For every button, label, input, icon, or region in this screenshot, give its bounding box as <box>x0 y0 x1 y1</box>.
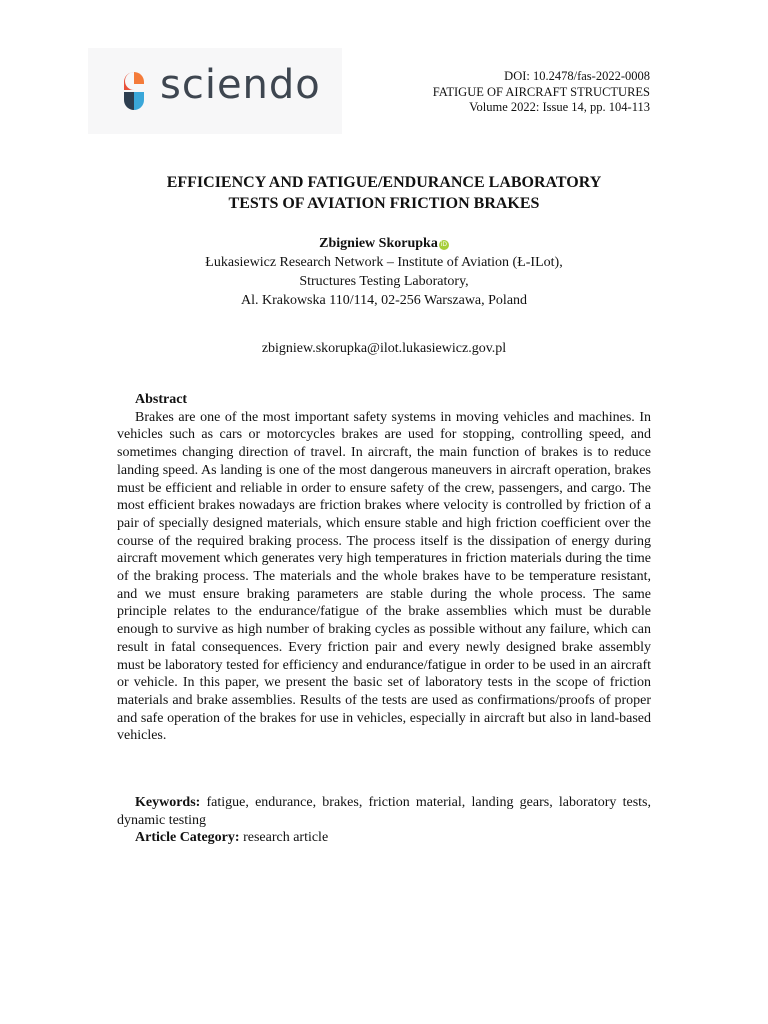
title-line-1: EFFICIENCY AND FATIGUE/ENDURANCE LABORATORY <box>166 174 602 191</box>
sciendo-logo-icon <box>118 70 150 114</box>
publication-info <box>433 69 650 116</box>
keywords-text: fatigue, endurance, brakes, friction material, landing gears, laboratory tests, dynamic testing <box>117 795 651 828</box>
sciendo-logo <box>88 48 342 134</box>
abstract-section <box>117 391 651 745</box>
volume-info: Volume 2022: Issue 14, pp. 104-113 <box>469 100 650 114</box>
keywords-section <box>117 794 651 847</box>
title-line-2: TESTS OF AVIATION FRICTION BRAKES <box>228 195 540 212</box>
affiliation-1: Łukasiewicz Research Network – Institute of Aviation (Ł-ILot), <box>205 255 563 270</box>
category-line <box>117 829 651 847</box>
category-text: research article <box>239 830 329 846</box>
logo-text: sciendo <box>160 62 321 108</box>
keywords-label: Keywords: <box>135 795 201 810</box>
category-label: Article Category: <box>135 830 240 846</box>
affiliation-2: Structures Testing Laboratory, <box>299 274 469 289</box>
doi: DOI: 10.2478/fas-2022-0008 <box>504 69 650 83</box>
author-name: Zbigniew Skorupka <box>319 236 438 251</box>
author-email[interactable]: zbigniew.skorupka@ilot.lukasiewicz.gov.pl <box>261 341 507 356</box>
author-block <box>80 234 688 310</box>
address: Al. Krakowska 110/114, 02-256 Warszawa, Poland <box>240 293 528 308</box>
abstract-heading: Abstract <box>135 392 188 407</box>
keywords-line <box>117 794 651 829</box>
paper-title <box>80 172 688 214</box>
orcid-icon[interactable]: iD <box>440 241 447 248</box>
journal-name: FATIGUE OF AIRCRAFT STRUCTURES <box>432 84 650 99</box>
author-line <box>80 234 688 253</box>
abstract-text: Brakes are one of the most important safety systems in moving vehicles and machines. In vehicles such as cars or motorcycles brakes are used for stopping, controlling speed, and sometimes changing direction of travel. In aircraft, the main function of brakes is to reduce landing speed. As landing is one of the most dangerous maneuvers in aircraft operation, brakes must be efficient and reliable in order to ensure safety of the crew, passengers, and cargo. The most efficient brakes nowadays are friction brakes where velocity is controlled by friction of a pair of specially designed materials, which ensure stable and high friction coefficient over the course of the required braking process. The process itself is the dissipation of energy during aircraft movement which generates very high temperatures in friction materials during the time of the braking process. The materials and the whole brakes have to be temperature resistant, and we must ensure braking parameters are stable during the whole process. The same principle relates to the endurance/fatigue of the brake assemblies which must be durable enough to survive as high number of braking cycles as possible without any failure, which can result in fatal consequences. Every friction pair and every newly designed brake assembly must be laboratory tested for efficiency and endurance/fatigue in order to be used in an aircraft or vehicle. In this paper, we present the basic set of laboratory tests in the scope of friction materials and brake assemblies. Results of the tests are used as confirmations/proofs of proper and safe operation of the brakes for use in vehicles, especially in aircraft but also in land-based vehicles. <box>117 409 651 744</box>
